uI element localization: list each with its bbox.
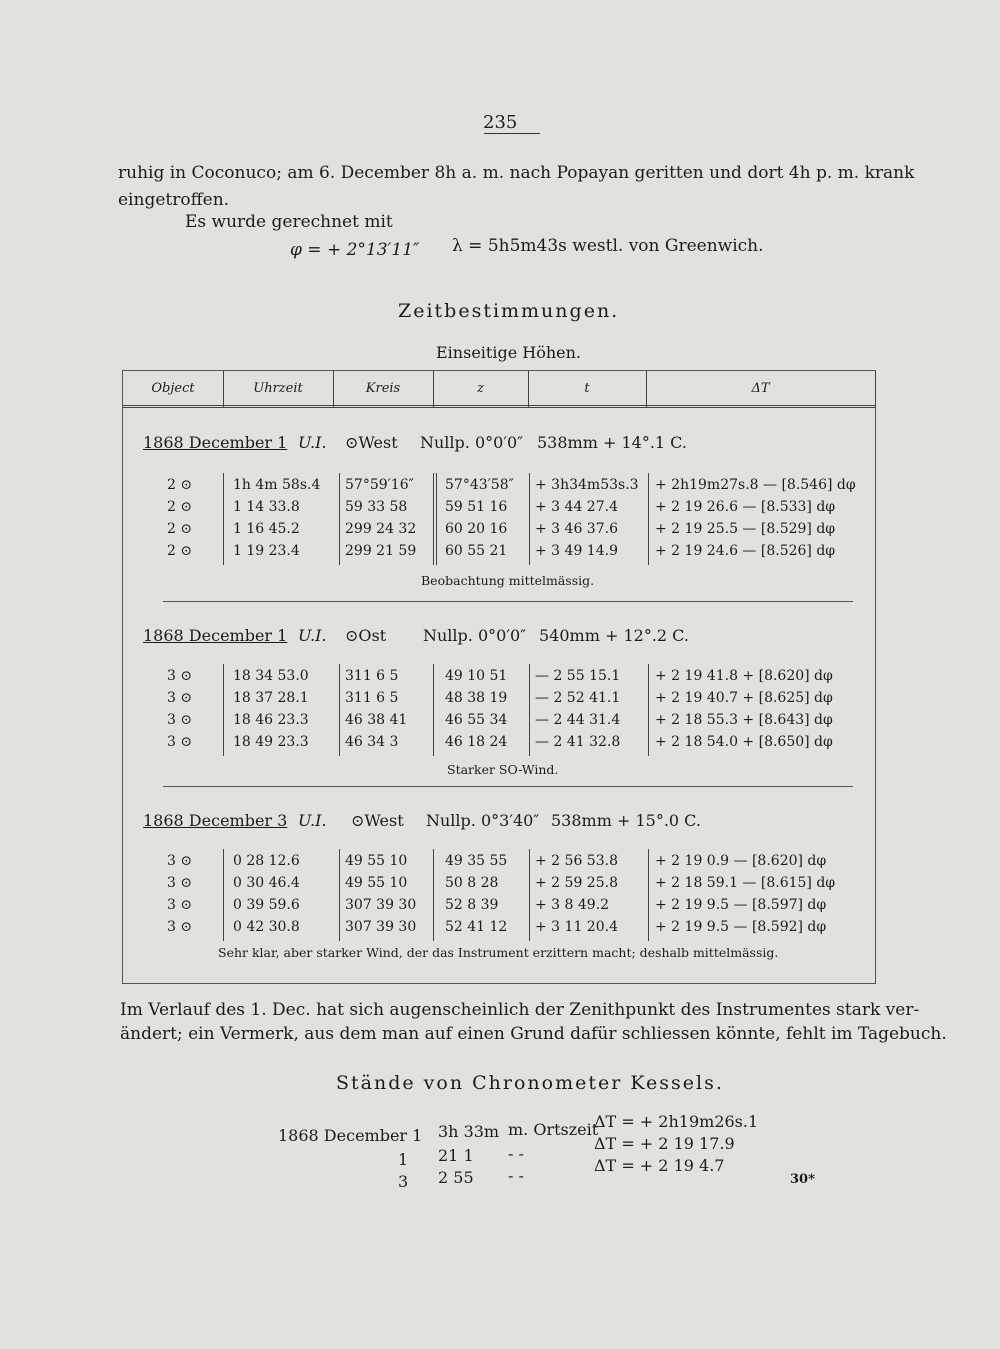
block-date: 1868 December 3	[143, 811, 288, 830]
table-row: 2 ⊙ 1 14 33.8 59 33 58 59 51 16 + 3 44 27.4 + 2 19 26.6 — [8.533] dφ	[167, 499, 836, 515]
block-baro: 540mm + 12°.2 C.	[539, 626, 689, 645]
table-row: 3 ⊙ 0 39 59.6 307 39 30 52 8 39 + 3 8 49.2 + 2 19 9.5 — [8.597] dφ	[167, 897, 827, 913]
block-sun: ⊙West	[351, 811, 404, 830]
section-title-zeitbestimmungen: Zeitbestimmungen.	[398, 300, 620, 322]
block-sun: ⊙West	[345, 433, 398, 452]
table-row: 3 ⊙ 18 34 53.0 311 6 5 49 10 51 — 2 55 15.1 + 2 19 41.8 + [8.620] dφ	[167, 668, 833, 684]
section-title-chronometer: Stände von Chronometer Kessels.	[336, 1072, 724, 1094]
block-ui: U.I.	[298, 811, 327, 830]
chron-row-1-date: 1868 December 1	[278, 1126, 423, 1145]
chron-row-1-time: 3h 33m	[438, 1122, 500, 1141]
table-row: 3 ⊙ 0 42 30.8 307 39 30 52 41 12 + 3 11 20.4 + 2 19 9.5 — [8.592] dφ	[167, 919, 827, 935]
longitude-value: λ = 5h5m43s westl. von Greenwich.	[452, 236, 764, 256]
table-row: 2 ⊙ 1 19 23.4 299 21 59 60 55 21 + 3 49 14.9 + 2 19 24.6 — [8.526] dφ	[167, 543, 836, 559]
intro-line-1: ruhig in Coconuco; am 6. December 8h a. m. nach Popayan geritten und dort 4h p. m. krank	[118, 163, 915, 183]
header-t: t	[528, 371, 647, 407]
chron-row-2-label: - -	[508, 1144, 524, 1163]
block-ui: U.I.	[298, 433, 327, 452]
chron-row-1-dt: ΔT = + 2h19m26s.1	[594, 1112, 759, 1131]
block-baro: 538mm + 15°.0 C.	[551, 811, 701, 830]
table-row: 3 ⊙ 18 37 28.1 311 6 5 48 38 19 — 2 52 41.1 + 2 19 40.7 + [8.625] dφ	[167, 690, 833, 706]
table-row: 3 ⊙ 0 28 12.6 49 55 10 49 35 55 + 2 56 53.8 + 2 19 0.9 — [8.620] dφ	[167, 853, 827, 869]
header-uhrzeit: Uhrzeit	[223, 371, 334, 407]
latitude-value: φ = + 2°13′11″	[290, 240, 420, 260]
chron-row-1-label: m. Ortszeit	[508, 1120, 599, 1139]
chron-row-3-time: 2 55	[438, 1168, 474, 1187]
page-number-rule	[484, 133, 540, 134]
block-nullp: Nullp. 0°0′0″	[423, 626, 527, 645]
block-nullp: Nullp. 0°3′40″	[426, 811, 540, 830]
table-row: 3 ⊙ 18 49 23.3 46 34 3 46 18 24 — 2 41 32.8 + 2 18 54.0 + [8.650] dφ	[167, 734, 833, 750]
intro-line-2: eingetroffen.	[118, 190, 230, 210]
block-ui: U.I.	[298, 626, 327, 645]
chron-row-3-label: - -	[508, 1166, 524, 1185]
block-date: 1868 December 1	[143, 626, 288, 645]
chron-row-3-date: 3	[398, 1172, 409, 1191]
paragraph-line-1: Im Verlauf des 1. Dec. hat sich augenscheinlich der Zenithpunkt des Instrumentes stark ver-	[120, 1000, 920, 1020]
block-baro: 538mm + 14°.1 C.	[537, 433, 687, 452]
header-kreis: Kreis	[333, 371, 434, 407]
header-object: Object	[123, 371, 224, 407]
signature-mark: 30*	[790, 1172, 815, 1187]
header-rule	[123, 405, 875, 408]
chron-row-2-time: 21 1	[438, 1146, 474, 1165]
block-nullp: Nullp. 0°0′0″	[420, 433, 524, 452]
block-note: Beobachtung mittelmässig.	[421, 573, 595, 588]
block-sun: ⊙Ost	[345, 626, 387, 645]
chron-row-2-date: 1	[398, 1150, 409, 1169]
block-note: Sehr klar, aber starker Wind, der das Instrument erzittern macht; deshalb mittelmässig.	[218, 945, 779, 960]
header-z: z	[433, 371, 529, 407]
block-date: 1868 December 1	[143, 433, 288, 452]
paragraph-line-2: ändert; ein Vermerk, aus dem man auf einen Grund dafür schliessen könnte, fehlt im Tagebuch.	[120, 1024, 947, 1044]
header-delta-t: ΔT	[646, 371, 876, 407]
intro-line-3: Es wurde gerechnet mit	[185, 212, 393, 232]
chron-row-3-dt: ΔT = + 2 19 4.7	[594, 1156, 725, 1175]
table-row: 3 ⊙ 18 46 23.3 46 38 41 46 55 34 — 2 44 31.4 + 2 18 55.3 + [8.643] dφ	[167, 712, 833, 728]
table-row: 2 ⊙ 1 16 45.2 299 24 32 60 20 16 + 3 46 37.6 + 2 19 25.5 — [8.529] dφ	[167, 521, 836, 537]
section-subtitle: Einseitige Höhen.	[436, 343, 581, 362]
page-number: 235	[483, 112, 518, 133]
observation-table	[122, 370, 876, 984]
table-row: 2 ⊙ 1h 4m 58s.4 57°59′16″ 57°43′58″ + 3h34m53s.3 + 2h19m27s.8 — [8.546] dφ	[167, 477, 856, 493]
table-row: 3 ⊙ 0 30 46.4 49 55 10 50 8 28 + 2 59 25.8 + 2 18 59.1 — [8.615] dφ	[167, 875, 836, 891]
chron-row-2-dt: ΔT = + 2 19 17.9	[594, 1134, 735, 1153]
block-note: Starker SO-Wind.	[447, 762, 559, 777]
